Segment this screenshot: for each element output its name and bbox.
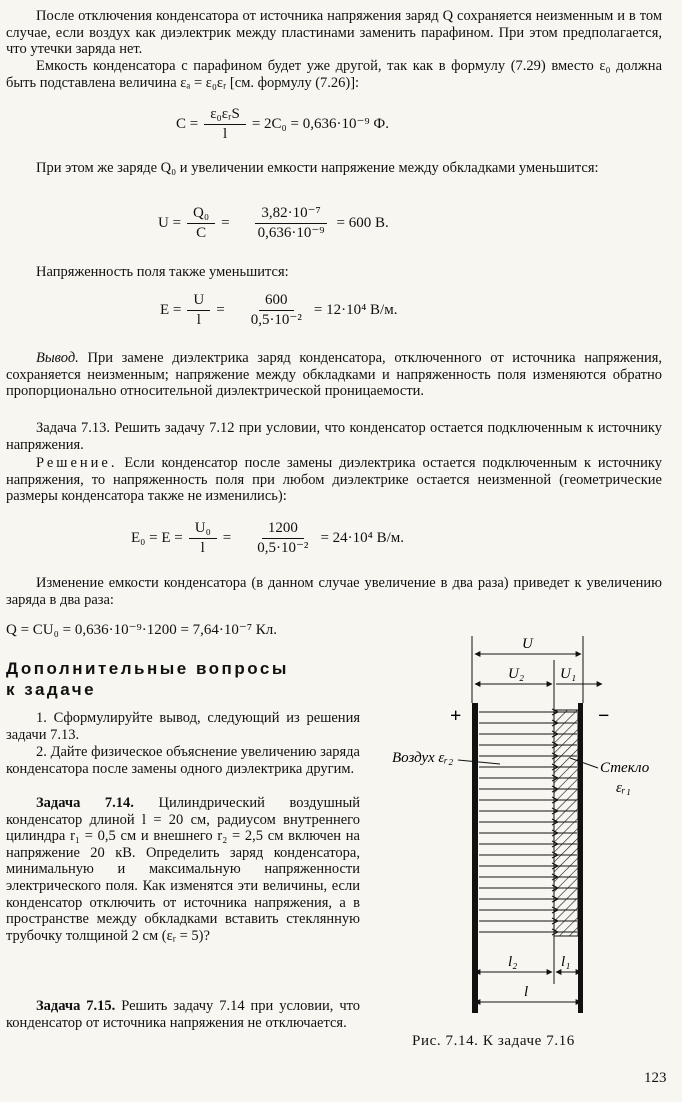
fraction xyxy=(187,292,210,328)
fraction xyxy=(187,205,215,241)
section-heading xyxy=(6,658,289,700)
fraction-numerator: U₀ xyxy=(189,520,217,539)
left-plate xyxy=(472,703,478,1013)
task-7-14-text: Цилиндрический воздушный конденсатор длиной l = 20 см, радиусом внутреннего цилиндра r₁ = 0,5 см и внешнего r₂ = 2,5 см включен на напряжение 20 кВ. Определить заряд конденсатора, минимальную и максимальную напряженности электрического поля. Как изменятся эти величины, если конденсатор отключить от источника напряжения, а в пространстве между обкладками вставить стеклянную трубочку толщиной 2 см (εᵣ = 5)? xyxy=(6,795,361,944)
conclusion-text: При замене диэлектрика заряд конденсатора, отключенного от источника напряжения, сохраняется неизменным; напряжение между обкладками и напряженность поля изменяются обратно пропорционально относительной диэлектрической проницаемости. xyxy=(6,350,663,400)
equals-sign: = xyxy=(216,301,225,318)
paragraph-2: Емкость конденсатора с парафином будет уже другой, так как в формулу (7.29) вместо ε₀ должна быть подставлена величина εₐ = ε₀εᵣ [см. формулу (7.26)]: xyxy=(6,58,662,91)
paragraph-task-7-13: Задача 7.13. Решить задачу 7.12 при условии, что конденсатор остается подключенным к источнику напряжения. xyxy=(6,420,662,453)
label-U: U xyxy=(522,636,533,652)
question-1: 1. Сформулируйте вывод, следующий из решения задачи 7.13. xyxy=(6,710,360,743)
fraction-denominator: l xyxy=(200,539,205,556)
fraction-numerator: 3,82·10⁻⁷ xyxy=(255,205,326,224)
formula-capacitance xyxy=(176,106,389,142)
question-2: 2. Дайте физическое объяснение увеличению заряда конденсатора после замены одного диэлектрика другим. xyxy=(6,744,360,777)
formula-field-constant xyxy=(131,520,404,556)
formula-charge: Q = CU₀ = 0,636·10⁻⁹·1200 = 7,64·10⁻⁷ Кл. xyxy=(6,622,278,638)
capacitor-figure xyxy=(362,628,674,1026)
page-number: 123 xyxy=(644,1070,667,1086)
fraction xyxy=(252,205,331,241)
label-l1: l₁ xyxy=(561,954,571,970)
fraction-denominator: 0,636·10⁻⁹ xyxy=(257,224,325,241)
label-U2: U₂ xyxy=(508,666,525,682)
fraction xyxy=(204,106,246,142)
fraction-numerator: 600 xyxy=(259,292,294,311)
fraction xyxy=(251,520,314,556)
solution-label: Решение. xyxy=(36,455,118,471)
right-plate xyxy=(578,703,583,1013)
fraction xyxy=(245,292,308,328)
label-glass-eps: εᵣ₁ xyxy=(616,780,631,796)
formula-lhs: E₀ = E = xyxy=(131,529,183,546)
paragraph-4: Напряженность поля также уменьшится: xyxy=(36,264,289,280)
fraction-denominator: C xyxy=(196,224,207,241)
formula-rhs: = 2C₀ = 0,636·10⁻⁹ Ф. xyxy=(251,115,389,132)
label-air: Воздух εᵣ₂ xyxy=(392,750,454,766)
formula-lhs: E = xyxy=(160,301,182,318)
fraction-numerator: Q₀ xyxy=(187,205,215,224)
task-7-15-label: Задача 7.15. xyxy=(36,998,116,1014)
heading-line-2: к задаче xyxy=(6,680,97,699)
fraction-numerator: 1200 xyxy=(262,520,304,539)
solution-text: Если конденсатор после замены диэлектрика остается подключенным к источнику напряжения, то напряженность поля при любом диэлектрике остается неизменной (геометрические размеры конденсатора также не изменились): xyxy=(6,455,663,505)
label-l2: l₂ xyxy=(508,954,518,970)
plus-sign: + xyxy=(450,705,462,727)
formula-rhs: = 600 В. xyxy=(336,214,389,231)
task-7-15 xyxy=(6,998,360,1031)
conclusion-label: Вывод. xyxy=(36,350,79,366)
task-7-14 xyxy=(6,795,360,944)
label-l: l xyxy=(524,984,529,1000)
task-7-15-text: Решить задачу 7.14 при условии, что конденсатор от источника напряжения не отключается. xyxy=(6,998,361,1031)
equals-sign: = xyxy=(221,214,230,231)
minus-sign: − xyxy=(598,705,610,727)
formula-voltage xyxy=(158,205,389,241)
fraction-denominator: l xyxy=(222,125,228,142)
paragraph-conclusion xyxy=(6,350,662,400)
fraction xyxy=(189,520,217,556)
fraction-denominator: 0,5·10⁻² xyxy=(257,539,309,556)
formula-lhs: U = xyxy=(158,214,182,231)
fraction-denominator: 0,5·10⁻² xyxy=(250,311,302,328)
paragraph-3: При этом же заряде Q₀ и увеличении емкости напряжение между обкладками уменьшится: xyxy=(36,160,599,176)
fraction-numerator: ε₀εᵣS xyxy=(204,106,246,125)
equals-sign: = xyxy=(222,529,232,546)
heading-line-1: Дополнительные вопросы xyxy=(6,659,289,678)
formula-rhs: = 12·10⁴ В/м. xyxy=(313,301,398,318)
label-U1: U₁ xyxy=(560,666,577,682)
task-7-14-label: Задача 7.14. xyxy=(36,795,134,811)
figure-caption: Рис. 7.14. К задаче 7.16 xyxy=(412,1033,575,1049)
paragraph-solution xyxy=(6,455,662,505)
formula-rhs: = 24·10⁴ В/м. xyxy=(320,529,405,546)
paragraph-8: Изменение емкости конденсатора (в данном случае увеличение в два раза) приведет к увеличению заряда в два раза: xyxy=(6,575,662,608)
formula-field-strength xyxy=(160,292,397,328)
formula-lhs: C = xyxy=(176,115,199,132)
glass-dielectric xyxy=(554,710,578,936)
fraction-numerator: U xyxy=(187,292,210,311)
fraction-denominator: l xyxy=(196,311,201,328)
label-glass: Стекло xyxy=(600,760,650,776)
paragraph-1: После отключения конденсатора от источника напряжения заряд Q сохраняется неизменным и в том случае, если воздух как диэлектрик между пластинами заменить парафином. При этом предполагается, что утечки заряда нет. xyxy=(6,8,662,58)
